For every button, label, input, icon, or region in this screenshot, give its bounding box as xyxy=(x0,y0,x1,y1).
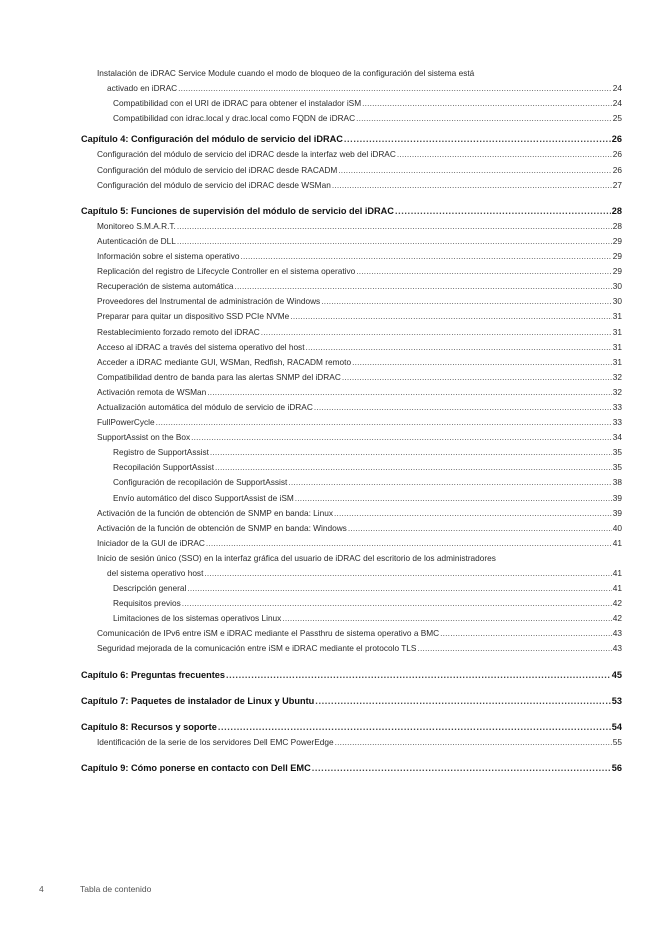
toc-entry[interactable] xyxy=(0,325,622,340)
toc-entry-title: FullPowerCycle xyxy=(97,417,155,428)
toc-entry-title: Compatibilidad dentro de banda para las alertas SNMP del iDRAC xyxy=(97,371,341,382)
toc-entry-title: Recuperación de sistema automática xyxy=(97,281,234,292)
toc-page-number: 43 xyxy=(612,643,622,654)
dot-leader xyxy=(177,234,612,249)
toc-entry-title: Acceder a iDRAC mediante GUI, WSMan, Redfish, RACADM remoto xyxy=(97,356,352,367)
toc-chapter-9[interactable] xyxy=(0,761,622,776)
toc-entry-title: Replicación del registro de Lifecycle Controller en el sistema operativo xyxy=(97,266,356,277)
dot-leader xyxy=(342,370,612,385)
toc-page-number: 39 xyxy=(612,492,622,503)
toc-subentry[interactable] xyxy=(0,596,622,611)
toc-page-number: 53 xyxy=(611,695,622,706)
dot-leader xyxy=(204,566,611,581)
toc-entry[interactable] xyxy=(0,415,622,430)
dot-leader xyxy=(290,309,611,324)
chapter-title: Capítulo 7: Paquetes de instalador de Linux y Ubuntu xyxy=(81,695,315,706)
toc-page-number: 41 xyxy=(612,537,622,548)
toc-entry-title: Instalación de iDRAC Service Module cuando el modo de bloqueo de la configuración del sistema está xyxy=(97,68,475,78)
toc-entry[interactable] xyxy=(0,309,622,324)
dot-leader xyxy=(178,81,612,96)
toc-entry-title: Descripción general xyxy=(113,583,187,594)
toc-entry-title: Proveedores del Instrumental de administración de Windows xyxy=(97,296,321,307)
chapter-title: Capítulo 5: Funciones de supervisión del módulo de servicio del iDRAC xyxy=(81,205,394,216)
toc-entry[interactable] xyxy=(0,264,622,279)
dot-leader xyxy=(417,641,611,656)
toc-entry-title: Información sobre el sistema operativo xyxy=(97,251,240,262)
toc-page-number: 38 xyxy=(612,477,622,488)
toc-entry-title: Iniciador de la GUI de iDRAC xyxy=(97,537,205,548)
toc-entry[interactable] xyxy=(0,385,622,400)
dot-leader xyxy=(295,491,612,506)
toc-page-number: 35 xyxy=(612,447,622,458)
toc-page-number: 32 xyxy=(612,386,622,397)
toc-page-number: 29 xyxy=(612,266,622,277)
toc-page-number: 24 xyxy=(612,83,622,94)
dot-leader xyxy=(332,178,612,193)
toc-entry[interactable] xyxy=(0,521,622,536)
toc-entry-title: Compatibilidad con idrac.local y drac.local como FQDN de iDRAC xyxy=(113,113,356,124)
dot-leader xyxy=(335,735,612,750)
chapter-title: Capítulo 9: Cómo ponerse en contacto con Dell EMC xyxy=(81,762,311,773)
dot-leader xyxy=(306,340,612,355)
toc-entry-title-cont: del sistema operativo host xyxy=(107,568,204,578)
toc-chapter-8[interactable] xyxy=(0,720,622,735)
toc-entry[interactable] xyxy=(0,294,622,309)
dot-leader xyxy=(191,430,612,445)
dot-leader xyxy=(182,596,612,611)
toc-page-number: 31 xyxy=(612,311,622,322)
toc-entry-title: Activación remota de WSMan xyxy=(97,386,207,397)
dot-leader xyxy=(218,720,611,735)
chapter-title: Capítulo 6: Preguntas frecuentes xyxy=(81,669,225,680)
toc-page-number: 45 xyxy=(611,669,622,680)
toc-entry[interactable] xyxy=(0,163,622,178)
table-of-contents xyxy=(0,66,662,776)
toc-entry-title: Envío automático del disco SupportAssist de iSM xyxy=(113,492,294,503)
dot-leader xyxy=(187,581,611,596)
toc-page-number: 54 xyxy=(611,721,622,732)
dot-leader xyxy=(314,400,612,415)
toc-entry[interactable] xyxy=(0,735,622,750)
toc-entry[interactable] xyxy=(0,551,622,581)
dot-leader xyxy=(235,279,612,294)
toc-entry-title: Configuración del módulo de servicio del iDRAC desde WSMan xyxy=(97,179,331,190)
toc-entry-title: Registro de SupportAssist xyxy=(113,447,209,458)
toc-subentry[interactable] xyxy=(0,475,622,490)
dot-leader xyxy=(338,163,612,178)
dot-leader xyxy=(440,626,612,641)
dot-leader xyxy=(397,147,612,162)
toc-entry-title: Activación de la función de obtención de SNMP en banda: Linux xyxy=(97,507,334,518)
dot-leader xyxy=(288,475,611,490)
toc-subentry[interactable] xyxy=(0,611,622,626)
toc-page-number: 43 xyxy=(612,628,622,639)
toc-page-number: 33 xyxy=(612,417,622,428)
dot-leader xyxy=(348,521,612,536)
toc-page-number: 32 xyxy=(612,371,622,382)
toc-entry-title: Comunicación de IPv6 entre iSM e iDRAC mediante el Passthru de sistema operativo a BMC xyxy=(97,628,440,639)
dot-leader xyxy=(352,355,612,370)
toc-subentry[interactable] xyxy=(0,581,622,596)
toc-page-number: 28 xyxy=(611,205,622,216)
toc-entry-title: SupportAssist on the Box xyxy=(97,432,191,443)
toc-entry[interactable] xyxy=(0,249,622,264)
toc-entry-title: Monitoreo S.M.A.R.T. xyxy=(97,220,176,231)
footer-page-number: 4 xyxy=(39,884,44,894)
toc-page-number: 41 xyxy=(612,568,622,578)
toc-subentry[interactable] xyxy=(0,111,622,126)
chapter-title: Capítulo 8: Recursos y soporte xyxy=(81,721,217,732)
toc-entry-title: Recopilación SupportAssist xyxy=(113,462,214,473)
toc-entry[interactable] xyxy=(0,506,622,521)
dot-leader xyxy=(207,385,611,400)
toc-entry-title: Seguridad mejorada de la comunicación entre iSM e iDRAC mediante el protocolo TLS xyxy=(97,643,417,654)
toc-page-number: 29 xyxy=(612,235,622,246)
toc-entry[interactable] xyxy=(0,219,622,234)
toc-entry-title: Limitaciones de los sistemas operativos Linux xyxy=(113,613,282,624)
toc-entry-title: Actualización automática del módulo de servicio de iDRAC xyxy=(97,401,313,412)
toc-subentry[interactable] xyxy=(0,96,622,111)
dot-leader xyxy=(362,96,612,111)
dot-leader xyxy=(356,111,612,126)
toc-chapter-6[interactable] xyxy=(0,668,622,683)
toc-page-number: 24 xyxy=(612,98,622,109)
toc-page-number: 34 xyxy=(612,432,622,443)
dot-leader xyxy=(282,611,611,626)
toc-entry[interactable] xyxy=(0,178,622,193)
toc-entry[interactable] xyxy=(0,234,622,249)
toc-entry-title-cont: activado en iDRAC xyxy=(107,83,178,94)
toc-entry-title: Autenticación de DLL xyxy=(97,235,176,246)
toc-page-number: 56 xyxy=(611,762,622,773)
toc-entry-title: Activación de la función de obtención de SNMP en banda: Windows xyxy=(97,522,347,533)
toc-entry-title: Compatibilidad con el URI de iDRAC para obtener el instalador iSM xyxy=(113,98,362,109)
toc-chapter-4[interactable] xyxy=(0,132,622,147)
toc-entry[interactable] xyxy=(0,626,622,641)
toc-page-number: 27 xyxy=(612,179,622,190)
toc-entry[interactable] xyxy=(0,340,622,355)
toc-entry[interactable] xyxy=(0,430,622,445)
toc-page-number: 42 xyxy=(612,613,622,624)
dot-leader xyxy=(321,294,612,309)
toc-subentry[interactable] xyxy=(0,491,622,506)
toc-page-number: 31 xyxy=(612,326,622,337)
toc-page-number: 28 xyxy=(612,220,622,231)
toc-entry[interactable] xyxy=(0,279,622,294)
toc-page-number: 30 xyxy=(612,281,622,292)
toc-entry[interactable] xyxy=(0,400,622,415)
toc-subentry[interactable] xyxy=(0,445,622,460)
dot-leader xyxy=(395,204,611,219)
toc-entry[interactable] xyxy=(0,147,622,162)
dot-leader xyxy=(312,761,611,776)
toc-page-number: 29 xyxy=(612,251,622,262)
toc-entry[interactable] xyxy=(0,355,622,370)
toc-entry[interactable] xyxy=(0,66,622,96)
dot-leader xyxy=(261,325,612,340)
dot-leader xyxy=(210,445,612,460)
dot-leader xyxy=(206,536,612,551)
toc-entry[interactable] xyxy=(0,641,622,656)
toc-page-number: 26 xyxy=(611,134,622,145)
toc-page-number: 31 xyxy=(612,356,622,367)
dot-leader xyxy=(156,415,612,430)
toc-page-number: 33 xyxy=(612,401,622,412)
toc-entry-title: Configuración del módulo de servicio del iDRAC desde la interfaz web del iDRAC xyxy=(97,149,396,160)
toc-page-number: 39 xyxy=(612,507,622,518)
toc-subentry[interactable] xyxy=(0,460,622,475)
dot-leader xyxy=(356,264,612,279)
toc-chapter-5[interactable] xyxy=(0,204,622,219)
toc-entry-title: Configuración del módulo de servicio del iDRAC desde RACADM xyxy=(97,164,338,175)
toc-entry-title: Requisitos previos xyxy=(113,598,181,609)
toc-page-number: 55 xyxy=(612,736,622,747)
dot-leader xyxy=(315,694,610,709)
toc-page-number: 42 xyxy=(612,598,622,609)
toc-chapter-7[interactable] xyxy=(0,694,622,709)
toc-page-number: 31 xyxy=(612,341,622,352)
dot-leader xyxy=(226,668,611,683)
toc-entry[interactable] xyxy=(0,536,622,551)
dot-leader xyxy=(241,249,612,264)
toc-page-number: 26 xyxy=(612,149,622,160)
toc-entry[interactable] xyxy=(0,370,622,385)
dot-leader xyxy=(334,506,612,521)
toc-page-number: 26 xyxy=(612,164,622,175)
toc-entry-title: Preparar para quitar un dispositivo SSD PCIe NVMe xyxy=(97,311,290,322)
toc-page-number: 41 xyxy=(612,583,622,594)
toc-page-number: 40 xyxy=(612,522,622,533)
chapter-title: Capítulo 4: Configuración del módulo de servicio del iDRAC xyxy=(81,134,343,145)
footer-label: Tabla de contenido xyxy=(80,884,152,894)
dot-leader xyxy=(177,219,612,234)
toc-entry-title: Configuración de recopilación de SupportAssist xyxy=(113,477,288,488)
toc-entry-title: Inicio de sesión único (SSO) en la interfaz gráfica del usuario de iDRAC del escritorio de los administradores xyxy=(97,552,496,563)
toc-page-number: 30 xyxy=(612,296,622,307)
toc-entry-title: Identificación de la serie de los servidores Dell EMC PowerEdge xyxy=(97,736,334,747)
dot-leader xyxy=(344,132,611,147)
toc-entry-title: Restablecimiento forzado remoto del iDRAC xyxy=(97,326,260,337)
toc-page-number: 25 xyxy=(612,113,622,124)
dot-leader xyxy=(215,460,612,475)
toc-entry-title: Acceso al iDRAC a través del sistema operativo del host xyxy=(97,341,305,352)
toc-page-number: 35 xyxy=(612,462,622,473)
